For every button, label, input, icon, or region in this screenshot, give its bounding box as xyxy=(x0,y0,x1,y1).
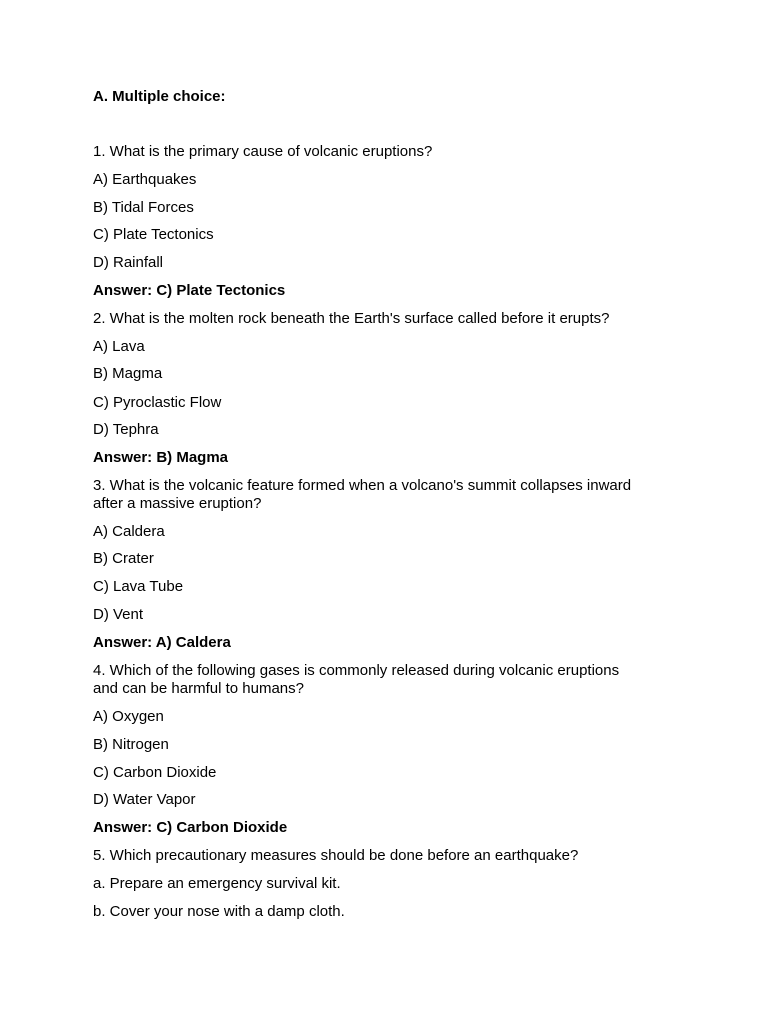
question-4-option-a: A) Oxygen xyxy=(93,708,164,725)
question-2-option-d: D) Tephra xyxy=(93,421,159,438)
question-5-option-a: a. Prepare an emergency survival kit. xyxy=(93,875,341,892)
question-3-option-a: A) Caldera xyxy=(93,523,165,540)
question-4-line-1: 4. Which of the following gases is commonly released during volcanic eruptions xyxy=(93,662,620,679)
question-1-option-b: B) Tidal Forces xyxy=(93,199,194,216)
question-4-option-d: D) Water Vapor xyxy=(93,791,196,808)
question-1: 1. What is the primary cause of volcanic eruptions? xyxy=(93,143,433,160)
question-2: 2. What is the molten rock beneath the Earth's surface called before it erupts? xyxy=(93,310,610,327)
question-4-line-2: and can be harmful to humans? xyxy=(93,680,304,697)
question-2-option-b: B) Magma xyxy=(93,365,163,382)
question-2-answer: Answer: B) Magma xyxy=(93,449,229,466)
question-3-option-b: B) Crater xyxy=(93,550,154,567)
section-heading: A. Multiple choice: xyxy=(93,88,226,105)
question-4-option-b: B) Nitrogen xyxy=(93,736,169,753)
question-2-option-c: C) Pyroclastic Flow xyxy=(93,394,222,411)
question-1-option-d: D) Rainfall xyxy=(93,254,164,271)
question-3-option-d: D) Vent xyxy=(93,606,144,623)
question-1-option-c: C) Plate Tectonics xyxy=(93,226,214,243)
question-3-line-2: after a massive eruption? xyxy=(93,495,262,512)
question-4-option-c: C) Carbon Dioxide xyxy=(93,764,217,781)
question-2-option-a: A) Lava xyxy=(93,338,145,355)
question-3-answer: Answer: A) Caldera xyxy=(93,634,231,651)
question-1-option-a: A) Earthquakes xyxy=(93,171,197,188)
question-5-option-b: b. Cover your nose with a damp cloth. xyxy=(93,903,345,920)
question-4-answer: Answer: C) Carbon Dioxide xyxy=(93,819,288,836)
question-5: 5. Which precautionary measures should be done before an earthquake? xyxy=(93,847,579,864)
question-1-answer: Answer: C) Plate Tectonics xyxy=(93,282,286,299)
question-3-option-c: C) Lava Tube xyxy=(93,578,184,595)
question-3-line-1: 3. What is the volcanic feature formed when a volcano's summit collapses inward xyxy=(93,477,632,494)
